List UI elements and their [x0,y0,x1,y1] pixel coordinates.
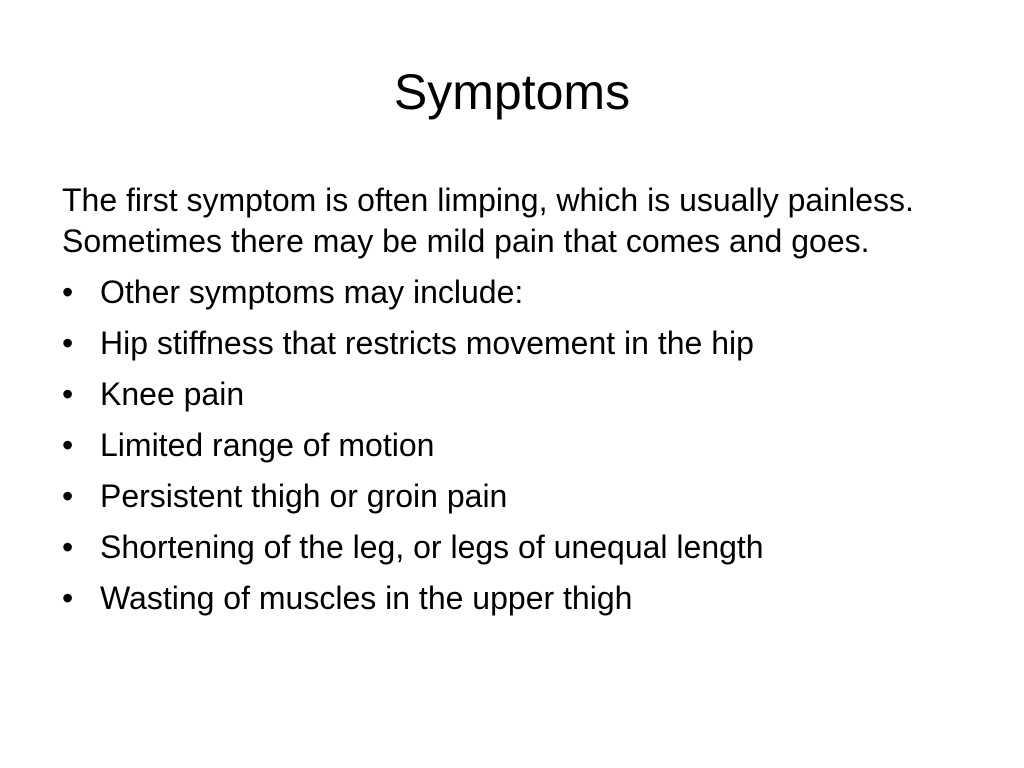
list-item [62,425,972,466]
list-item [62,578,972,619]
list-item [62,374,972,415]
bullet-icon: • [62,274,74,310]
bullet-icon: • [62,529,74,565]
list-item [62,476,972,517]
slide-title: Symptoms [393,64,631,120]
bullet-icon: • [62,427,74,463]
list-item [62,272,972,313]
list-item [62,323,972,364]
list-item-text: Knee pain [100,376,245,412]
list-item-text: Shortening of the leg, or legs of unequal length [100,529,764,565]
bullet-icon: • [62,580,74,616]
bullet-icon: • [62,325,74,361]
slide-body [62,180,972,629]
list-item-text: Other symptoms may include: [100,274,524,310]
list-item-text: Limited range of motion [100,427,435,463]
list-item-text: Persistent thigh or groin pain [100,478,508,514]
bullet-icon: • [62,376,74,412]
intro-paragraph: The first symptom is often limping, which is usually painless. Sometimes there may be mild pain that comes and goes. [62,182,914,259]
list-item-text: Hip stiffness that restricts movement in the hip [100,325,754,361]
list-item [62,527,972,568]
list-item-text: Wasting of muscles in the upper thigh [100,580,633,616]
symptom-list [62,272,972,619]
bullet-icon: • [62,478,74,514]
